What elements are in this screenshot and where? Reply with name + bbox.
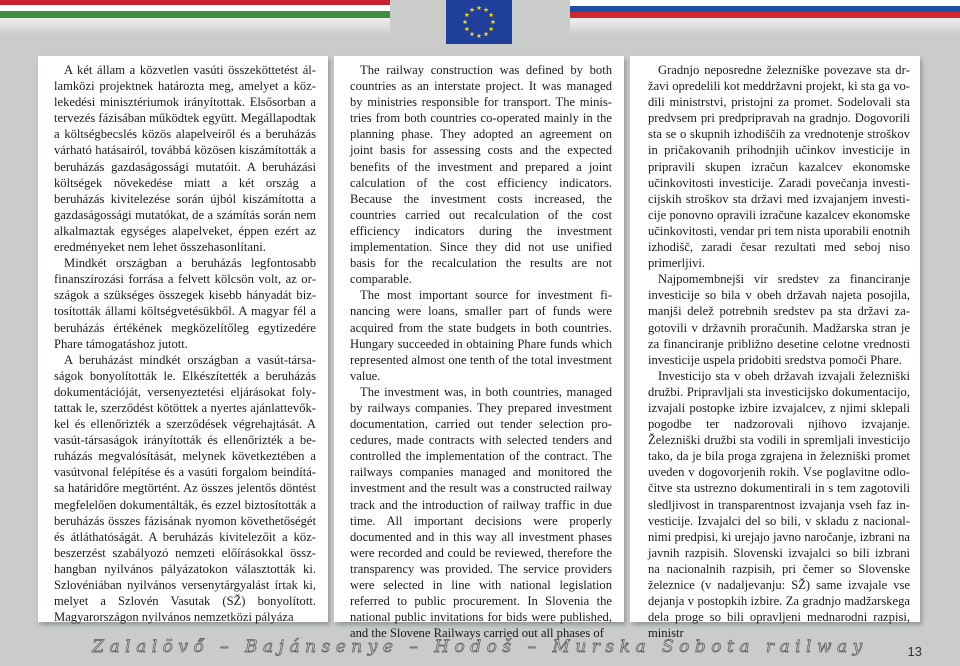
eu-star	[484, 7, 489, 12]
hungarian-paragraph-1: A két állam a közvetlen vasúti összeköttetést államközi projektnek határozta meg, amelyet a közlekedési minisztériumok irányítottak. Elsősorban a tervezés fázisában működtek együtt. Megállapodtak a költségbecslés közös alapelveiről és a beruházás várható hatásairól, továbbá közösen kiszámították a beruházás gazdaságossági mutatóit. A beruházási költségek növekedése miatt a két ország a beruházás kivitelezése során újból kiszámította a gazdaságossági mutatókat, de a számítás során nem alkalmaztak egységes alapelveket, éppen ezért az eredményeket nem lehet összehasonlítani.	[54, 63, 316, 255]
eu-star	[470, 32, 475, 37]
english-paragraph-1: The railway construction was defined by both countries as an interstate project. It was managed by ministries responsible for transport. The ministries from both countries co-operated mainly in the planning phase. They adopted an agreement on joint basis for assessing costs and the expected benefits of the investment and prepared a joint calculation of the cost efficiency indicators. Because the investment costs increased, the countries carried out recalculation of the cost efficiency indicators during the investment implementation. Since they did not use unified basis for the recalculation the results are not comparable.	[350, 63, 612, 287]
slovenian-paragraph-3: Investicijo sta v obeh državah izvajali železniški družbi. Pripravljali sta investicijsko dokumentacijo, izvajali postopke izbire izvajalcev, z njimi sklepali pogodbe ter nadzorovali njihovo izvajanje. Železniški družbi sta vodili in spremljali investicijo tako, da je bila proga zgrajena in železniški promet uveden v dogovorjenih rokih. Vse poglavitne odločitve sta ustrezno dokumentirali in s tem zagotovili sledljivost in transparentnost izvajanja vseh faz investicije. Izvajalci del so bili, v skladu z nacionalnimi predpisi, ki urejajo javno naročanje, izbrani na javnih razpisih. Slovenski izvajalci so bili izbrani na nacionalnih razpisih, pri čemer so Slovenske železnice (v nadaljevanju: SŽ) same izvajale vse dejanja v postopkih izbire. Za gradnjo madžarskega dela proge so bili opravljeni mednarodni razpisi, ministr	[648, 368, 910, 641]
slovenian-paragraph-1: Gradnjo neposredne železniške povezave sta državi opredelili kot meddržavni projekt, ki sta ga vodili ministrstvi, pristojni za promet. Sodelovali sta predvsem pri predpripravah na gradnjo. Dogovorili sta se o skupnih izhodiščih za vrednotenje stroškov in pričakovanih prihodnjih učinkov investicije in pripravili skupen izračun kazalcev ekonomske učinkovitosti investicije. Zaradi povečanja investicijskih stroškov sta državi med izvajanjem investicije ponovno opravili izračune kazalcev ekonomske učinkovitosti, vendar pri tem nista uporabili enotnih izhodišč, zaradi česar rezultati med seboj niso primerljivi.	[648, 63, 910, 271]
eu-star	[484, 32, 489, 37]
hungarian-paragraph-3: A beruházást mindkét országban a vasút-társaságok bonyolították le. Elkészítették a beruházás dokumentációját, versenyeztetési eljárásokat folytattak le, szerződést kötöttek a nyertes ajánlattevőkkel és ellenőrizték a szerződések végrehajtását. A vasút-társaságok irányították és ellenőrizték a beruházás megvalósítását, melynek következtében a vasútvonal felépítése és a vasúti forgalom beindítása határidőre megtörtént. Az összes jelentős döntést megfelelően dokumentálták, és ezzel biztosították a beruházás összes fázisának nyomon követhetőségét és átláthatóságát. A beruházás kivitelezőit a közbeszerzést szabályozó nemzeti előírásokkal összhangban nyilvános pályázatokon választották ki. Szlovéniában nyilvános versenytárgyalást írtak ki, melyet a Szlovén Vasutak (SŽ) bonyolított. Magyarországon nyilvános nemzetközi pályáza	[54, 352, 316, 625]
hungarian-paragraph-2: Mindkét országban a beruházás legfontosabb finanszírozási forrása a felvett kölcsön volt, az országok a szükséges összegek kisebb hányadát biztosították állami költségvetésükből. A magyar fél a beruházás értékének megközelítőleg egytizedére Phare támogatáshoz jutott.	[54, 256, 316, 351]
slovenia-flag-band	[570, 0, 960, 18]
slovenian-column	[630, 56, 920, 641]
eu-star	[477, 33, 482, 38]
eu-star	[491, 19, 496, 24]
english-column	[334, 56, 624, 641]
hungarian-column	[38, 56, 328, 625]
band-fade-right	[570, 18, 960, 36]
eu-star	[464, 26, 469, 31]
eu-star	[464, 12, 469, 17]
hungary-flag-band	[0, 0, 390, 18]
eu-star	[463, 19, 468, 24]
english-paragraph-3: The investment was, in both countries, managed by railways companies. They prepared investment documentation, carried out tender selection procedures, made contracts with selected tenders and controlled the implementation of the contract. The railways companies managed and monitored the investment and the result was a constructed railway track and the introduction of railway traffic in due time. All important decisions were properly documented and in this way all investment phases were recorded and could be reviewed, therefore the transparency was provided. The service providers were selected in line with national legislation referred to public procurement. In Slovenia the national public invitations for bids were published, and the Slovene Railways carried out all phases of	[350, 384, 612, 641]
english-paragraph-2: The most important source for investment financing were loans, smaller part of funds were acquired from the state budgets in both countries. Hungary succeeded in obtaining Phare funds which represented almost one tenth of the total investment value.	[350, 288, 612, 383]
eu-star	[489, 12, 494, 17]
eu-star	[477, 5, 482, 10]
eu-star	[470, 7, 475, 12]
page-number: 13	[907, 644, 922, 659]
band-fade-left	[0, 18, 390, 36]
eu-flag-icon	[446, 0, 512, 44]
footer-route-title: Zalalövő – Bajánsenye – Hodoš – Murska Sobota railway	[92, 637, 868, 657]
slovenian-paragraph-2: Najpomembnejši vir sredstev za financiranje investicije so bila v obeh državah najeta posojila, manjši delež potrebnih sredstev pa sta državi zagotovili v državnih proračunih. Madžarska stran je za financiranje približno desetine celotne vrednosti investicije uspela pridobiti sredstva pomoči Phare.	[648, 272, 910, 367]
eu-star	[489, 26, 494, 31]
